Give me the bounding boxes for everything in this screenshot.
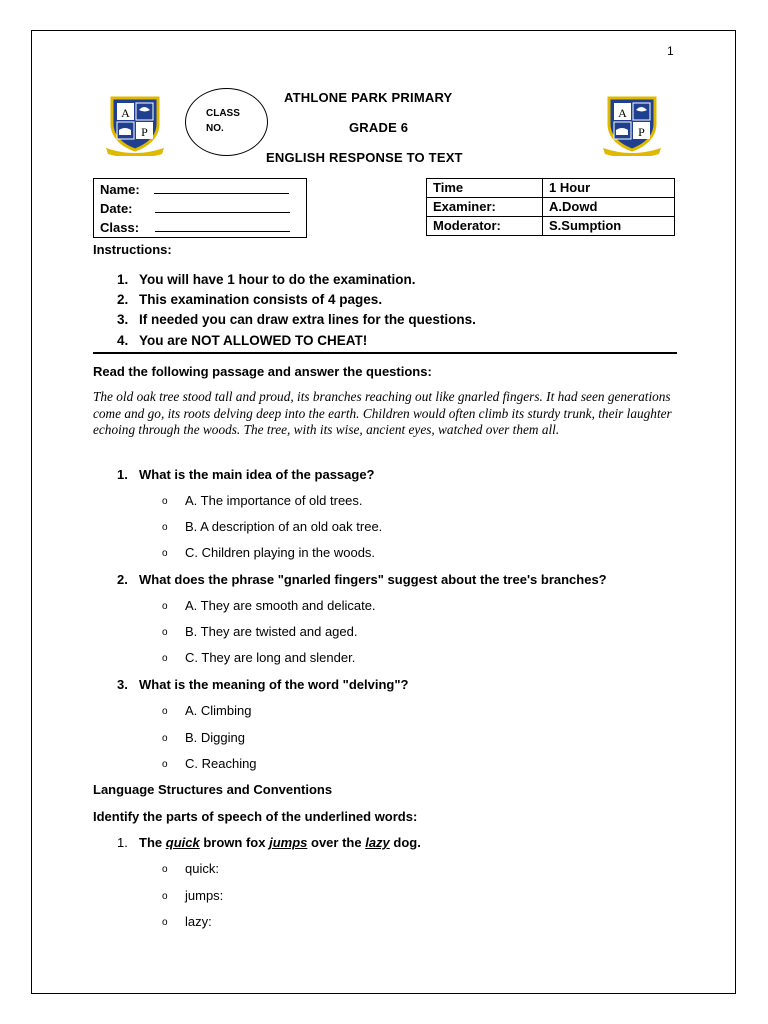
language-subheading: Identify the parts of speech of the underlined words:	[93, 809, 418, 824]
option-bullet: o	[162, 706, 168, 717]
student-info-table	[93, 178, 307, 238]
sentence-number: 1.	[117, 835, 128, 850]
question-text: What is the meaning of the word "delving"?	[139, 677, 409, 692]
instruction-text: You will have 1 hour to do the examination.	[139, 272, 416, 287]
page-number: 1	[667, 44, 674, 58]
instruction-text: This examination consists of 4 pages.	[139, 292, 383, 307]
option-bullet: o	[162, 627, 168, 638]
option-bullet: o	[162, 496, 168, 507]
name-label: Name:	[100, 182, 140, 197]
instruction-item: 4.	[117, 333, 129, 348]
example-sentence: The quick brown fox jumps over the lazy dog.	[139, 835, 421, 850]
question-number: 3.	[117, 677, 128, 692]
answer-option[interactable]: C. Children playing in the woods.	[185, 545, 376, 560]
examiner-value: A.Dowd	[543, 198, 675, 217]
question-number: 2.	[117, 572, 128, 587]
answer-line[interactable]: jumps:	[185, 888, 224, 903]
option-bullet: o	[162, 759, 168, 770]
option-bullet: o	[162, 653, 168, 664]
option-bullet: o	[162, 891, 168, 902]
examiner-label: Examiner:	[427, 198, 543, 217]
crest-letter-p: P	[141, 125, 148, 139]
question-text: What does the phrase "gnarled fingers" suggest about the tree's branches?	[139, 572, 607, 587]
date-label: Date:	[100, 201, 133, 216]
instruction-item: 1.	[117, 272, 129, 287]
subject-title: ENGLISH RESPONSE TO TEXT	[266, 150, 463, 165]
question-text: What is the main idea of the passage?	[139, 467, 375, 482]
instructions-heading: Instructions:	[93, 242, 172, 257]
instruction-text: If needed you can draw extra lines for the questions.	[139, 312, 476, 327]
option-bullet: o	[162, 522, 168, 533]
class-no-label: CLASS NO.	[206, 108, 240, 134]
moderator-label: Moderator:	[427, 217, 543, 236]
answer-option[interactable]: C. They are long and slender.	[185, 650, 356, 665]
time-label: Time	[427, 179, 543, 198]
exam-info-table	[426, 178, 675, 236]
underlined-word: jumps	[269, 835, 308, 850]
section-divider	[93, 352, 677, 354]
crest-letter-a: A	[121, 106, 130, 120]
school-title: ATHLONE PARK PRIMARY	[284, 90, 453, 105]
moderator-value: S.Sumption	[543, 217, 675, 236]
class-label: Class:	[100, 220, 140, 235]
class-blank[interactable]	[155, 219, 290, 232]
crest-letter-p: P	[638, 125, 645, 139]
answer-option[interactable]: C. Reaching	[185, 756, 257, 771]
option-bullet: o	[162, 548, 168, 559]
answer-option[interactable]: A. They are smooth and delicate.	[185, 598, 376, 613]
answer-option[interactable]: A. The importance of old trees.	[185, 493, 363, 508]
school-crest-right-icon	[601, 94, 663, 156]
question-number: 1.	[117, 467, 128, 482]
reading-passage: The old oak tree stood tall and proud, its branches reaching out like gnarled fingers. It had seen generations come and go, its roots delving deep into the earth. Children would often climb its sturdy trunk, their laughter echoing through the woods. The tree, with its wise, ancient eyes, watched over them all.	[93, 389, 672, 438]
answer-line[interactable]: lazy:	[185, 914, 212, 929]
option-bullet: o	[162, 864, 168, 875]
option-bullet: o	[162, 917, 168, 928]
language-heading: Language Structures and Conventions	[93, 782, 333, 797]
option-bullet: o	[162, 733, 168, 744]
crest-letter-a: A	[618, 106, 627, 120]
instruction-item: 3.	[117, 312, 129, 327]
underlined-word: lazy	[365, 835, 390, 850]
instruction-item: 2.	[117, 292, 129, 307]
answer-option[interactable]: B. Digging	[185, 730, 245, 745]
underlined-word: quick	[165, 835, 200, 850]
date-blank[interactable]	[155, 200, 290, 213]
instruction-text: You are NOT ALLOWED TO CHEAT!	[139, 333, 368, 348]
answer-option[interactable]: B. A description of an old oak tree.	[185, 519, 383, 534]
answer-line[interactable]: quick:	[185, 861, 219, 876]
school-crest-left-icon	[104, 94, 166, 156]
answer-option[interactable]: A. Climbing	[185, 703, 252, 718]
option-bullet: o	[162, 601, 168, 612]
grade-title: GRADE 6	[349, 120, 409, 135]
time-value: 1 Hour	[543, 179, 675, 198]
answer-option[interactable]: B. They are twisted and aged.	[185, 624, 358, 639]
reading-heading: Read the following passage and answer the questions:	[93, 364, 432, 379]
name-blank[interactable]	[154, 181, 289, 194]
